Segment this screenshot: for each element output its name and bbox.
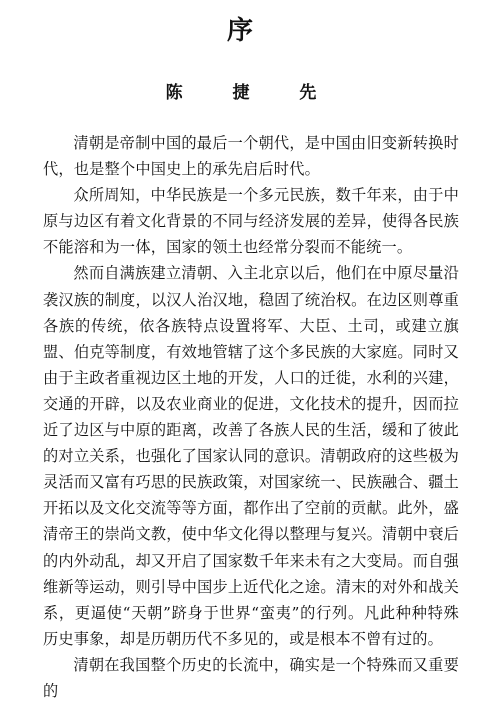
paragraph-3: 然而自满族建立清朝、入主北京以后，他们在中原尽量沿袭汉族的制度，以汉人治汉地，稳固了统治权。在边区则尊重各族的传统，依各族特点设置将军、大臣、土司，或建立旗盟、伯克等制度，有效地管辖了这个多民族的大家庭。同时又由于主政者重视边区土地的开发，人口的迁徙，水利的兴建，交通的开辟，以及农业商业的促进，文化技术的提升，因而拉近了边区与中原的距离，改善了各族人民的生活，缓和了彼此的对立关系，也强化了国家认同的意识。清朝政府的这些极为灵活而又富有巧思的民族政策，对国家统一、民族融合、疆土开拓以及文化交流等等方面，都作出了空前的贡献。此外，盛清帝王的崇尚文教，使中华文化得以整理与复兴。清朝中衰后的内外动乱，却又开启了国家数千年来未有之大变局。而自强维新等运动，则引导中国步上近代化之途。清末的对外和战关系，更逼使“天朝”跻身于世界“蛮夷”的行列。凡此种种特殊历史事象，却是历朝历代不多见的，或是根本不曾有过的。 bbox=[43, 264, 459, 648]
body-text bbox=[43, 130, 459, 704]
page-title: 序 bbox=[226, 16, 255, 46]
paragraph-2: 众所周知，中华民族是一个多元民族，数千年来，由于中原与边区有着文化背景的不同与经济发展的差异，使得各民族不能溶和为一体，国家的领土也经常分裂而不能统一。 bbox=[43, 186, 459, 257]
author-name: 陈 捷 先 bbox=[165, 83, 339, 103]
paragraph-4: 清朝在我国整个历史的长流中，确实是一个特殊而又重要的 bbox=[43, 655, 459, 700]
paragraph-1: 清朝是帝制中国的最后一个朝代，是中国由旧变新转换时代，也是整个中国史上的承先启后时代。 bbox=[43, 134, 459, 179]
